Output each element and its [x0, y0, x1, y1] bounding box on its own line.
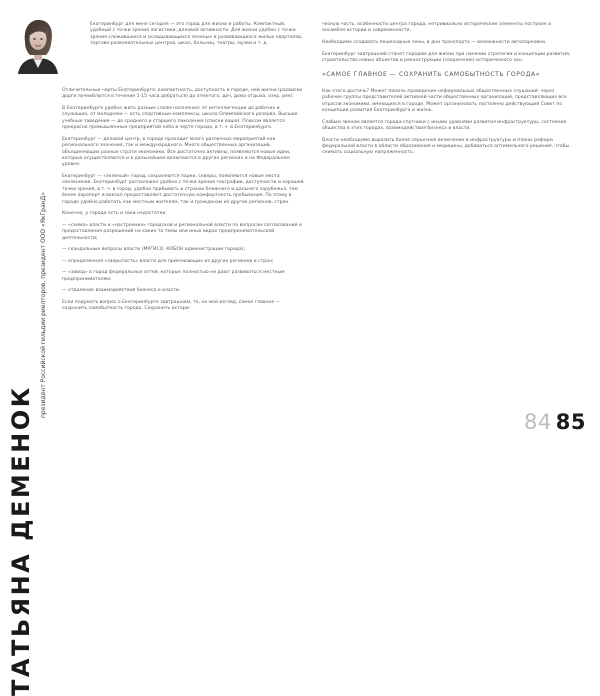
author-name: [6, 126, 36, 696]
author-caption-text: президент Российской гильдии риелторов, президент ООО «ЯкГранД»: [40, 192, 47, 418]
list-item: — определенная «закрытость» власти для приезжающих из других регионов и стран;: [62, 258, 274, 264]
paragraph: Конечно, у города есть и свои недостатки:: [62, 211, 167, 217]
paragraph: Екатеринбург — деловой центр, в городе проходит много различных мероприятий как регионального значения, так и международного. Много общественных организаций, объединяющих разные страти экономики. Все достаточно активны, появляются новые идеи, которые осуществляются и в дальнейшем включаются в других регионах и на Федеральном уровне.: [62, 136, 291, 168]
list-item: — «схема» власти и «настроения» городской и региональной власти по вопросам согласований и предоставления разрешений на каких-то темы или иных видах предпринимательской деятельности;: [62, 222, 302, 241]
paragraph: Слабым звеном является города-спутники с иными уровнями развития инфраструктуры, состояния общества в этих городах, взаимодействия бизнеса и власти.: [322, 119, 567, 132]
page-number-left: 84: [524, 410, 552, 434]
paragraph: Отличительные черты Екатеринбурга: компактность, доступность в городе, ней жизни (расвиски дорги почеиблются в течение 1-15 часа добраться) до отметого, дач, дома отдыха, озер, рек).: [62, 88, 303, 100]
pull-quote-heading: «САМОЕ ГЛАВНОЕ — СОХРАНИТЬ САМОБЫТНОСТЬ ГОРОДА»: [322, 71, 540, 79]
list-item: — отдаление взаимодействия бизнеса и власти.: [62, 288, 181, 294]
page-number-right: 85: [555, 410, 586, 434]
paragraph: Как этого достичь? Может помочь проведение неформальных общественных слушаний: через рабочие группы представителей активной части общественных организаций, представляющих все отрасли экономики, имеющихся в городе. Может организовать постоянно действующий Совет по концепции развития Екатеринбурга и жизнь.: [322, 88, 567, 114]
left-column: [62, 88, 306, 318]
paragraph: Если подумать вопрос о Екатеринбурге завтрашнем, то, на мой взгляд, самое главное — сохранить самобытность города. Сохранить истори-: [62, 300, 281, 312]
paragraph: Екатеринбург — «зеленый» город, сохраняются парки, скверы, появляются новые места озеленения. Екатеринбург расположен удобно с точки зрения географии, доступности и хорошей точки зрения, в т. ч. в город, удобно прибывать и странах ближнего и дальнего зарубежья, тем более аэропорт и вокзал предоставляют достаточную комфортность пребывания. По этому в городе удобно работать как местным жителям, так и гражданам из других регионов, стран.: [62, 174, 304, 205]
paragraph: Власти необходимо выразить более серьезное включение в инфраструктуры и планы реформ федеральной власти в области образования и медицины, добиваться оптимального решения, чтобы снимать социальную напряженность.: [322, 137, 570, 156]
list-item: — «завод» в город федеральных сетей, которые полностью не дают развиваться местным предпринимателям;: [62, 270, 285, 282]
paragraph: Екатеринбург завтрашний станет городом для жизни при наличии стратегии и концепции развития, строительство новых объектов и реконструкции (сохранение) исторического зон.: [322, 51, 571, 63]
paragraph: Екатеринбург для меня сегодня — это город для жизни и работы. Компактный, удобный с точки зрения логистики, деловой активности. Для жизни удобен с точки зрения сложившихся и складывающихся зеленых и развивающихся жилых кварталов, торгово-развлекательных центров, школ, больниц, театры, музеи и т. д.: [90, 22, 303, 47]
intro-text: [90, 22, 306, 53]
right-column: [322, 22, 572, 162]
author-name-text: ТАТЬЯНА ДЕМЕНОК: [7, 385, 35, 696]
author-portrait: [14, 14, 62, 74]
paragraph: Необходимо создавать пешеходные зоны, в дни транспорта — возможности автопарковки.: [322, 40, 547, 45]
list-item: — скандальные вопросы власти (МУГИСО, КОБОН администрации города);: [62, 247, 245, 253]
page-numbers: [524, 410, 586, 434]
author-caption: [38, 102, 50, 418]
paragraph: В Екатеринбурге удобно жить разным слоям населения: от интеллигенции до рабочих и служащих, от молодежи — есть спортивные комплексы, школа Олимпийского резерва, Высшие учебные заведения — до среднего и старшего поколения (списки ваша). Плюсом является прекрасно промышленные предприятий небо в черте города, в т. ч. в Екатеринбурге.: [62, 106, 298, 131]
paragraph: ческую часть, особенности центра города, нетривиально исторические элементы построек в ансамбле истории и современности.: [322, 22, 551, 34]
